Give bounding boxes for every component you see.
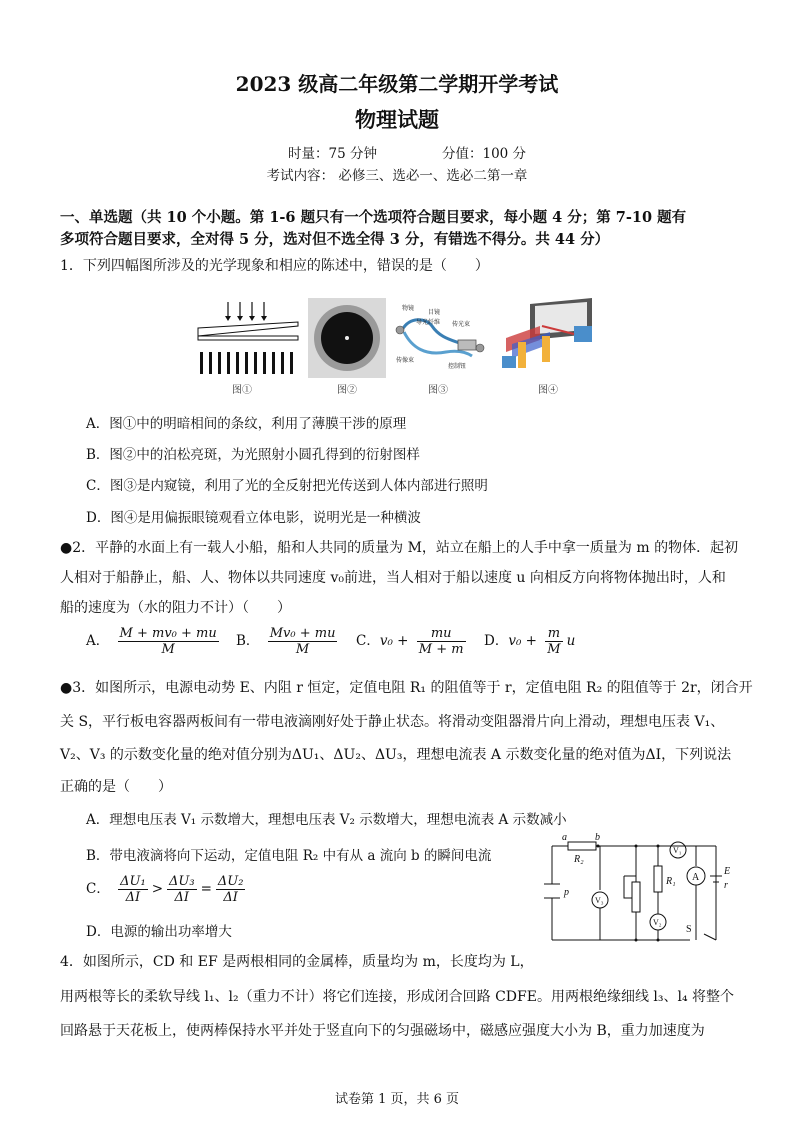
q3-option-b: B．带电液滴将向下运动，定值电阻 R₂ 中有从 a 流向 b 的瞬间电流 [86,848,492,864]
label-p: p [564,887,569,898]
q3-line1: ●3．如图所示，电源电动势 E、内阻 r 恒定，定值电阻 R₁ 的阻值等于 r，定值电阻 R₂ 的阻值等于 2r，闭合开 [60,680,753,696]
section-heading-line1: 一、单选题（共 10 个小题。第 1-6 题只有一个选项符合题目要求，每小题 4 分；第 7-10 题有 [60,209,687,226]
q2-option-c: C．v₀ + $\frac{mu}{M + m}$ [356,626,464,657]
q2-line1: ●2．平静的水面上有一载人小船，船和人共同的质量为 M，站立在船上的人手中拿一质量为 m 的物体．起初 [60,540,739,556]
fig3-label-control: 控制钮 [448,363,467,370]
label-e: E [724,866,731,877]
fig1-thin-film [198,302,298,374]
q3-option-c: C． $\frac{\text{ΔU₁}}{\Delta I}$ > $\frac{\text{ΔU₃}}{\Delta I}$ = $\frac{\text{ΔU₂}}{\Delta I}$ [86,874,244,905]
q2-option-b: B． $\frac{\text{Mv₀ + mu}}{M}$ [236,626,336,657]
subject-title: 物理试题 [355,107,439,132]
page-footer: 试卷第 1 页，共 6 页 [334,1092,460,1107]
score-label: 分值：100 分 [442,146,527,162]
label-r2: R₂ [574,854,584,865]
label-v2: V₂ [653,918,662,927]
fig2-caption: 图② [337,385,357,396]
fig2-poisson-spot [308,298,386,378]
q3-option-a: A．理想电压表 V₁ 示数增大，理想电压表 V₂ 示数增大，理想电流表 A 示数减小 [86,812,567,828]
rheostat [632,882,640,912]
q3-line2: 关 S，平行板电容器两板间有一带电液滴刚好处于静止状态。将滑动变阻器滑片向上滑动，理想电压表 V₁、 [60,714,725,730]
fig3-label-fiber: 导光纤维 [416,319,441,326]
q1-stem: 1．下列四幅图所涉及的光学现象和相应的陈述中，错误的是（ ） [60,258,489,274]
label-v3: V₃ [595,896,604,905]
q1-option-a: A．图①中的明暗相间的条纹，利用了薄膜干涉的原理 [86,416,407,432]
r2-resistor [568,842,596,850]
fig3-endoscope [396,304,484,370]
fig3-label-light-bundle: 传光束 [452,321,471,328]
r1-resistor [654,866,662,892]
content-label: 考试内容： 必修三、选必一、选必二第一章 [266,168,528,184]
label-r: r [724,880,728,891]
label-v1: V₁ [673,846,682,855]
q2-option-d: D．v₀ + $\frac{m}{M}$ u [484,626,576,657]
q2-option-a: A． $\frac{\text{M + mv₀ + mu}}{M}$ [86,626,217,657]
label-s: S [686,924,692,935]
q1-option-c: C．图③是内窥镜，利用了光的全反射把光传送到人体内部进行照明 [86,478,488,494]
label-r1: R₁ [666,876,676,887]
label-a: a [562,832,567,843]
fig3-label-objective: 物镜 [402,305,415,312]
q2-line2: 人相对于船静止，船、人、物体以共同速度 v₀前进，当人相对于船以速度 u 向相反方向将物体抛出时，人和 [60,570,726,586]
q4-line1: 4．如图所示，CD 和 EF 是两根相同的金属棒，质量均为 m，长度均为 L， [60,954,534,970]
exam-title: 2023 级高二年级第二学期开学考试 [235,72,559,96]
fig1-caption: 图① [232,385,252,396]
fig3-label-image-bundle: 传像束 [396,357,415,364]
fig4-3d-movie [502,298,592,368]
q1-option-b: B．图②中的泊松亮斑，为光照射小圆孔得到的衍射图样 [86,447,420,463]
fig3-caption: 图③ [428,385,448,396]
label-a-meter: A [692,872,700,883]
time-label: 时量：75 分钟 [288,146,377,162]
fig4-caption: 图④ [538,385,558,396]
q3-line4: 正确的是（ ） [60,779,172,795]
fig3-label-eyepiece: 目镜 [428,309,441,316]
section-heading-line2: 多项符合题目要求，全对得 5 分，选对但不选全得 3 分，有错选不得分。共 44 分） [60,231,610,248]
q4-line3: 回路悬于天花板上，使两棒保持水平并处于竖直向下的匀强磁场中，磁感应强度大小为 B，重力加速度为 [60,1023,705,1039]
q3-line3: V₂、V₃ 的示数变化量的绝对值分别为ΔU₁、ΔU₂、ΔU₃，理想电流表 A 示数变化量的绝对值为ΔI，下列说法 [60,747,732,763]
label-b: b [595,832,600,843]
q1-figures [190,296,610,400]
q1-option-d: D．图④是用偏振眼镜观看立体电影，说明光是一种横波 [86,510,421,526]
q4-line2: 用两根等长的柔软导线 l₁、l₂（重力不计）将它们连接，形成闭合回路 CDFE。用两根绝缘细线 l₃、l₄ 将整个 [60,989,735,1005]
q3-circuit-diagram [540,832,740,948]
q3-option-d: D．电源的输出功率增大 [86,924,232,940]
q2-line3: 船的速度为（水的阻力不计）（ ） [60,600,291,616]
